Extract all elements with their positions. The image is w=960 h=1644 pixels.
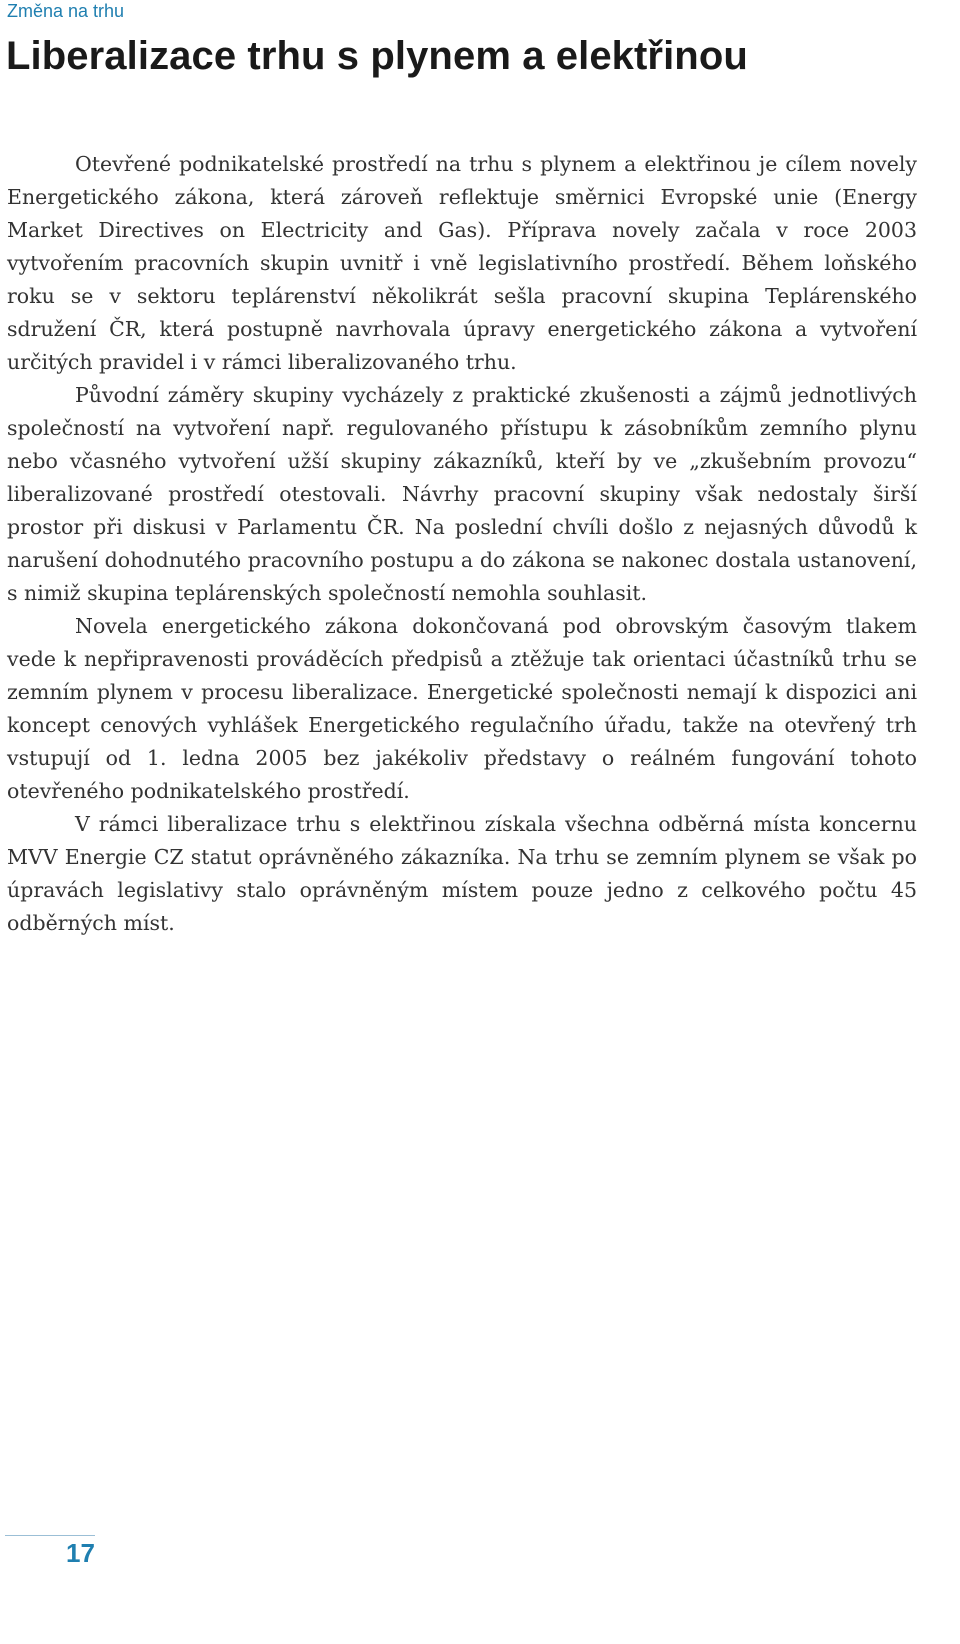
article-paragraph-2: Původní záměry skupiny vycházely z praktické zkušenosti a zájmů jednotlivých společností na vytvoření např. regulovaného přístupu k zásobníkům zemního plynu nebo včasného vytvoření užší skupiny zákazníků, kteří by ve „zkušebním provozu“ liberalizované prostředí otestovali. Návrhy pracovní skupiny však nedostaly širší prostor při diskusi v Parlamentu ČR. Na poslední chvíli došlo z nejasných důvodů k narušení dohodnutého pracovního postupu a do zákona se nakonec dostala ustanovení, s nimiž skupina teplárenských společností nemohla souhlasit. <box>7 383 917 605</box>
article-paragraph-3: Novela energetického zákona dokončovaná pod obrovským časovým tlakem vede k nepřipravenosti prováděcích předpisů a ztěžuje tak orientaci účastníků trhu se zemním plynem v procesu liberalizace. Energetické společnosti nemají k dispozici ani koncept cenových vyhlášek Energetického regulačního úřadu, takže na otevřený trh vstupují od 1. ledna 2005 bez jakékoliv představy o reálném fungování tohoto otevřeného podnikatelského prostředí. <box>7 614 917 803</box>
article-body <box>7 148 917 940</box>
article-paragraph-1: Otevřené podnikatelské prostředí na trhu s plynem a elektřinou je cílem novely Energetického zákona, která zároveň reflektuje směrnici Evropské unie (Energy Market Directives on Electricity and Gas). Příprava novely začala v roce 2003 vytvořením pracovních skupin uvnitř i vně legislativního prostředí. Během loňského roku se v sektoru teplárenství několikrát sešla pracovní skupina Teplárenského sdružení ČR, která postupně navrhovala úpravy energetického zákona a vytvoření určitých pravidel i v rámci liberalizovaného trhu. <box>7 152 917 374</box>
page-title: Liberalizace trhu s plynem a elektřinou <box>6 34 748 78</box>
footer-divider <box>5 1535 95 1536</box>
page-number: 17 <box>66 1538 95 1568</box>
section-label: Změna na trhu <box>7 1 125 21</box>
article-paragraph-4: V rámci liberalizace trhu s elektřinou získala všechna odběrná místa koncernu MVV Energie CZ statut oprávněného zákazníka. Na trhu se zemním plynem se však po úpravách legislativy stalo oprávněným místem pouze jedno z celkového počtu 45 odběrných míst. <box>7 812 917 935</box>
